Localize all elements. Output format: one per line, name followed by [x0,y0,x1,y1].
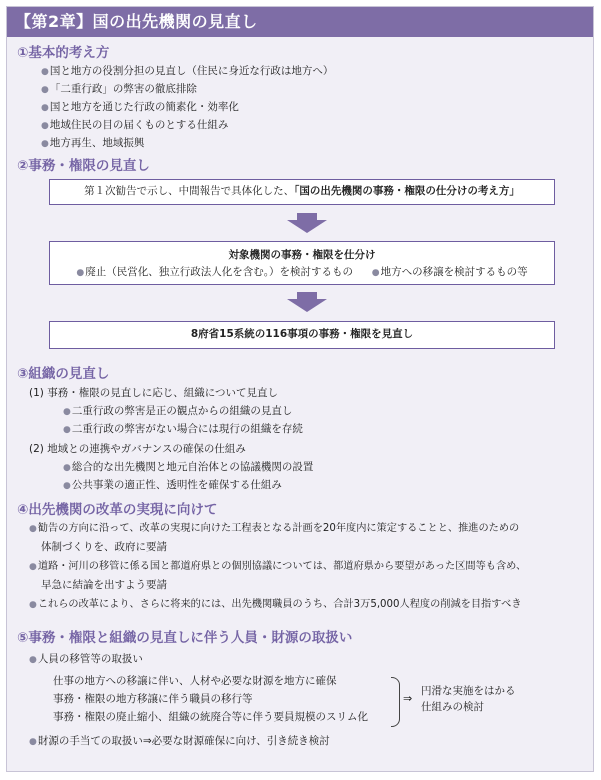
s5-line-2: 事務・権限の地方移譲に伴う職員の移行等 [53,693,253,705]
classification-box [49,241,555,285]
s1-item-5: ● 地方再生、地域振興 [41,135,144,152]
section-4-heading: ④出先機関の改革の実現に向けて [17,502,218,518]
result-arrow-icon: ⇒ [403,692,413,705]
s1-item-1: ● 国と地方の役割分担の見直し（住民に身近な行政は地方へ） [41,63,333,80]
s3-sub-2-item-2: ● 公共事業の適正性、透明性を確保する仕組み [63,477,282,494]
s3-sub-2: (2) 地域との連携やガバナンスの確保の仕組み [29,443,246,455]
s3-sub-1-item-2: ● 二重行政の弊害がない場合には現行の組織を存続 [63,421,303,438]
down-arrow-2-head-icon [287,299,327,312]
section-3-heading: ③組織の見直し [17,366,110,382]
s1-item-3: ● 国と地方を通じた行政の簡素化・効率化 [41,99,239,116]
classification-items [50,264,554,282]
classification-item-abolish: ● 廃止（民営化、独立行政法人化を含む。）を検討するもの [76,266,353,278]
assessment-box [49,179,555,205]
grouping-brace-icon [391,677,400,727]
chapter-panel [6,6,594,772]
classification-title: 対象機関の事務・権限を仕分け [228,249,376,261]
down-arrow-1-head-icon [287,220,327,233]
s5-item-2: ● 財源の手当ての取扱い⇒必要な財源確保に向け、引き続き検討 [29,733,330,750]
s5-result-line-1: 円滑な実施をはかる [421,685,516,697]
review-box: 8府省15系統の116事項の事務・権限を見直し [49,321,555,349]
s4-item-2-line-2: 早急に結論を出すよう要請 [41,579,167,591]
assessment-bold-text: 「国の出先機関の事務・権限の仕分けの考え方」 [294,185,520,197]
s4-item-1-line-1: ● 勧告の方向に沿って、改革の実現に向けた工程表となる計画を20年度内に策定することと、推進のための [29,521,519,537]
s5-line-1: 仕事の地方への移譲に伴い、人材や必要な財源を地方に確保 [53,675,337,687]
s5-line-3: 事務・権限の廃止縮小、組織の統廃合等に伴う要員規模のスリム化 [53,711,368,723]
down-arrow-1-icon [297,213,317,220]
assessment-text: 第１次勧告で示し、中間報告で具体化した、 [84,185,295,197]
s1-item-4: ● 地域住民の目の届くものとする仕組み [41,117,228,134]
s4-item-1-line-2: 体制づくりを、政府に要請 [41,541,167,553]
s3-sub-1-item-1: ● 二重行政の弊害是正の観点からの組織の見直し [63,403,292,420]
s3-sub-1: (1) 事務・権限の見直しに応じ、組織について見直し [29,387,278,399]
chapter-title: 【第2章】国の出先機関の見直し [7,7,593,37]
s4-item-3: ● これらの改革により、さらに将来的には、出先機関職員のうち、合計3万5,000人程度の削減を目指すべき [29,597,522,613]
s3-sub-2-item-1: ● 総合的な出先機関と地元自治体との協議機関の設置 [63,459,313,476]
s5-item-1: ● 人員の移管等の取扱い [29,651,143,668]
section-2-heading: ②事務・権限の見直し [17,158,150,174]
down-arrow-2-icon [297,292,317,299]
section-1-heading: ①基本的考え方 [17,45,110,61]
s4-item-2-line-1: ● 道路・河川の移管に係る国と都道府県との個別協議については、都道府県から要望があった区間等も含め、 [29,559,526,575]
section-5-heading: ⑤事務・権限と組織の見直しに伴う人員・財源の取扱い [17,630,353,646]
classification-item-transfer: ● 地方への移譲を検討するもの等 [372,266,528,278]
s5-result-line-2: 仕組みの検討 [421,701,484,713]
s1-item-2: ● 「二重行政」の弊害の徹底排除 [41,81,197,98]
